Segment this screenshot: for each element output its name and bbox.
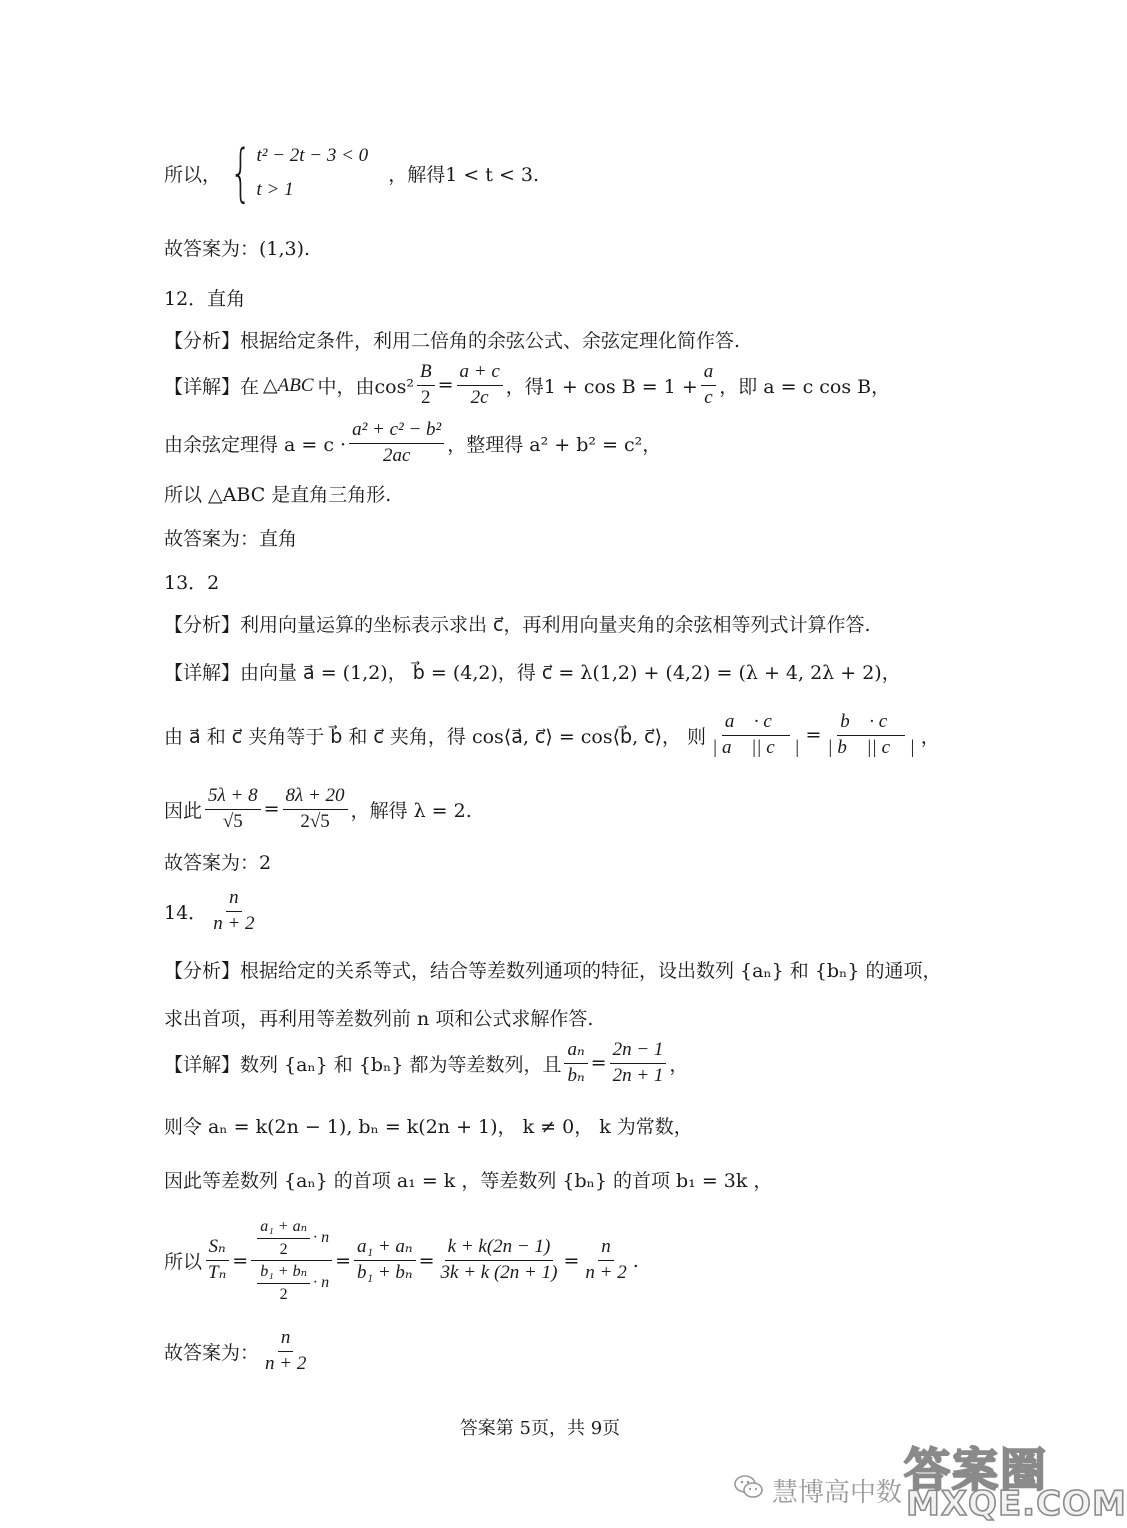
question-14-answer <box>164 1328 312 1375</box>
fraction-denominator: 2n + 1 <box>612 1064 664 1086</box>
triangle-label: △ABC <box>263 374 314 396</box>
text-segment: ，即 a = c cos B， <box>719 375 891 398</box>
fraction <box>457 362 503 409</box>
left-brace-icon: { <box>229 136 252 209</box>
fraction-numerator: B <box>417 362 435 386</box>
equals-sign: = <box>590 1052 607 1075</box>
question-13-analysis: 【分析】利用向量运算的坐标表示求出 c⃗，再利用向量夹角的余弦相等列式计算作答. <box>164 614 871 636</box>
text-segment: 由 a⃗ 和 c⃗ 夹角等于 b⃗ 和 c⃗ 夹角，得 cos⟨a⃗, c⃗⟩ = cos⟨b⃗, c⃗⟩， 则 <box>164 725 707 748</box>
equals-sign: = <box>418 1249 435 1272</box>
question-12-detail-2 <box>164 420 661 467</box>
fraction <box>210 888 257 935</box>
fraction-numerator: n <box>598 1237 614 1261</box>
fraction-numerator: 2n − 1 <box>610 1040 667 1064</box>
fraction <box>824 712 917 759</box>
equals-sign: = <box>335 1249 351 1272</box>
question-12-detail-1 <box>164 362 890 409</box>
solution-line-1 <box>164 136 540 209</box>
fraction <box>438 1237 561 1284</box>
text-segment: 14． <box>164 901 208 924</box>
fraction-denominator: 3k + k (2n + 1) <box>440 1262 558 1284</box>
text-segment: · n <box>313 1229 330 1247</box>
question-14-detail-1 <box>164 1040 688 1087</box>
compound-fraction <box>251 1218 332 1303</box>
fraction-denominator: n + 2 <box>585 1262 627 1284</box>
fraction-numerator: Sₙ <box>206 1237 229 1261</box>
fraction-denominator: b₁ + bₙ <box>356 1262 413 1284</box>
text-segment: 因此 <box>164 799 203 822</box>
fraction-numerator: b⃗ · c⃗ <box>837 712 905 736</box>
text-segment: 【详解】在 <box>164 375 260 398</box>
equals-sign: = <box>437 374 454 397</box>
fraction-denominator: 2√5 <box>300 810 330 832</box>
question-13-answer: 故答案为：2 <box>164 852 272 874</box>
system-row-1: t² − 2t − 3 < 0 <box>256 145 369 166</box>
fraction <box>262 1328 309 1375</box>
fraction-numerator: aₙ <box>564 1040 587 1064</box>
fraction-numerator: 5λ + 8 <box>205 786 261 810</box>
text-segment: ， <box>920 725 940 748</box>
fraction-denominator: n + 2 <box>213 912 255 934</box>
compound-fraction-numerator <box>251 1218 332 1261</box>
equals-sign: = <box>805 724 822 747</box>
equals-sign: = <box>232 1249 249 1272</box>
question-14-detail-2: 则令 aₙ = k(2n − 1), bₙ = k(2n + 1)， k ≠ 0， k 为常数， <box>164 1116 693 1138</box>
fraction-denominator: 2c <box>470 386 489 408</box>
fraction-numerator: n <box>278 1328 294 1352</box>
fraction <box>582 1237 629 1284</box>
equation-system <box>221 136 369 209</box>
fraction-numerator: b₁ + bₙ <box>257 1263 310 1284</box>
text-segment: 由余弦定理得 a = c · <box>164 433 347 456</box>
fraction <box>417 362 435 409</box>
fraction <box>610 1040 667 1087</box>
fraction-numerator: a + c <box>457 362 503 386</box>
equals-sign: = <box>563 1249 580 1272</box>
line-suffix: ，解得1 < t < 3. <box>388 163 540 186</box>
fraction <box>564 1040 587 1087</box>
fraction-denominator: c <box>704 386 713 408</box>
fraction <box>257 1263 310 1303</box>
fraction-denominator: 2 <box>279 1285 288 1303</box>
fraction <box>205 786 261 833</box>
fraction <box>349 420 444 467</box>
wechat-icon <box>734 1474 764 1500</box>
text-segment: 故答案为： <box>164 1341 260 1364</box>
fraction-numerator: a⃗ · c⃗ <box>722 712 790 736</box>
fraction-numerator: n <box>226 888 242 912</box>
fraction-numerator: a₁ + aₙ <box>257 1218 310 1239</box>
question-13-title: 13．2 <box>164 572 220 594</box>
fraction <box>701 362 717 409</box>
watermark-account-text: 慧博高中数 <box>772 1478 903 1508</box>
fraction-denominator: | a⃗ || c⃗ | <box>712 736 800 758</box>
watermark-account <box>772 1472 902 1509</box>
system-row-2: t > 1 <box>256 179 294 200</box>
question-12-analysis: 【分析】根据给定条件，利用二倍角的余弦公式、余弦定理化简作答. <box>164 330 741 352</box>
question-13-detail-1: 【详解】由向量 a⃗ = (1,2)， b⃗ = (4,2)，得 c⃗ = λ(1,2) + (4,2) = (λ + 4, 2λ + 2)， <box>164 662 901 684</box>
question-14-analysis-1: 【分析】根据给定的关系等式，结合等差数列通项的特征，设出数列 {aₙ} 和 {bₙ} 的通项， <box>164 960 942 982</box>
fraction <box>709 712 802 759</box>
text-segment: 中，由cos² <box>317 375 414 398</box>
page-footer: 答案第 5页，共 9页 <box>459 1418 621 1439</box>
fraction-numerator: a₁ + aₙ <box>354 1237 416 1261</box>
question-14-detail-4 <box>164 1218 639 1303</box>
fraction <box>257 1218 310 1258</box>
text-segment: ，解得 λ = 2. <box>350 799 472 822</box>
question-14-analysis-2: 求出首项，再利用等差数列前 n 项和公式求解作答. <box>164 1008 594 1030</box>
fraction-denominator: Tₙ <box>208 1262 227 1284</box>
fraction-numerator: a <box>701 362 717 386</box>
fraction-denominator: 2 <box>279 1240 288 1258</box>
equals-sign: = <box>263 798 280 821</box>
fraction-numerator: k + k(2n − 1) <box>445 1237 554 1261</box>
text-segment: 【详解】数列 {aₙ} 和 {bₙ} 都为等差数列，且 <box>164 1053 562 1076</box>
fraction-denominator: bₙ <box>567 1064 585 1086</box>
fraction-denominator: | b⃗ || c⃗ | <box>827 736 915 758</box>
watermark-logo-url: MXQE.COM <box>906 1484 1127 1524</box>
question-12-answer: 故答案为：直角 <box>164 528 298 550</box>
question-14-title <box>164 888 261 935</box>
fraction <box>354 1237 416 1284</box>
question-12-detail-3: 所以 △ABC 是直角三角形. <box>164 484 392 506</box>
line-prefix: 所以， <box>164 163 222 186</box>
fraction-numerator: a² + c² − b² <box>349 420 444 444</box>
question-14-detail-3: 因此等差数列 {aₙ} 的首项 a₁ = k ，等差数列 {bₙ} 的首项 b₁ = 3k ， <box>164 1170 773 1192</box>
watermark-logo-text: 答案圈 <box>904 1443 1048 1497</box>
fraction-denominator: n + 2 <box>265 1352 307 1374</box>
question-12-title: 12．直角 <box>164 288 246 310</box>
fraction-denominator: 2 <box>421 386 431 408</box>
text-segment: · n <box>313 1274 330 1292</box>
question-13-detail-2 <box>164 712 940 759</box>
fraction-denominator: √5 <box>222 810 243 832</box>
question-13-detail-3 <box>164 786 472 833</box>
answer-line-11: 故答案为：(1,3). <box>164 238 311 260</box>
fraction-numerator: 8λ + 20 <box>283 786 348 810</box>
compound-fraction-denominator <box>251 1261 332 1303</box>
text-segment: 所以 <box>164 1251 203 1274</box>
text-segment: . <box>632 1249 639 1272</box>
text-segment: ，得1 + cos B = 1 + <box>505 375 698 398</box>
text-segment: ，整理得 a² + b² = c²， <box>447 433 662 456</box>
text-segment: ， <box>669 1053 689 1076</box>
fraction <box>283 786 348 833</box>
fraction <box>205 1237 229 1284</box>
fraction-denominator: 2ac <box>382 444 411 466</box>
